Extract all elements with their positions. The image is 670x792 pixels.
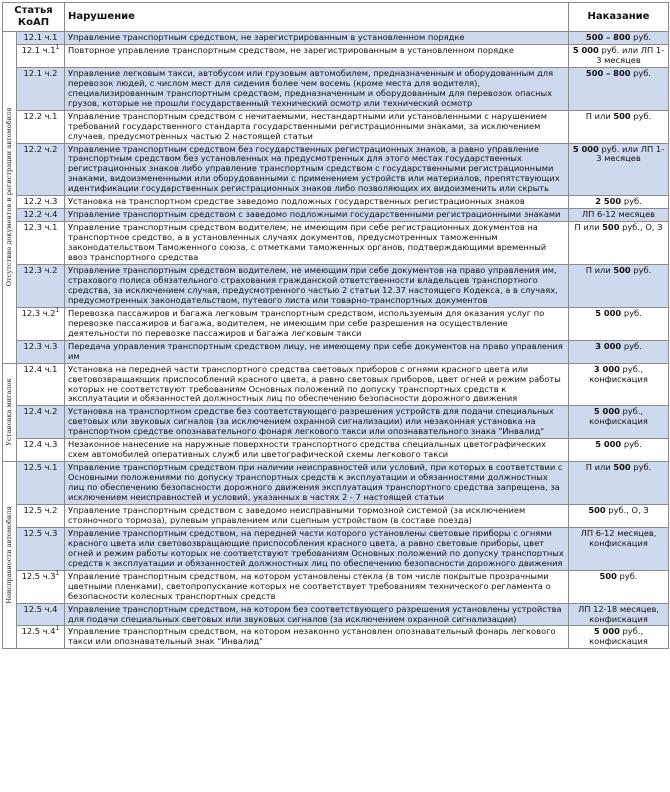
penalty-text: ЛП 6-12 месяцев, конфискация <box>580 527 657 548</box>
table-body <box>3 32 669 649</box>
table-row <box>3 110 669 143</box>
violation-cell: Перевозка пассажиров и багажа легковым транспортным средством, используемым для оказания услуг по перевозке пассажиров и багажа, водителем, не имеющим при себе разрешения на осуществление деятельности по перевозке пассажиров и багажа легковым такси <box>65 307 569 340</box>
article-number: 12.4 ч.2 <box>23 406 58 417</box>
table-row <box>3 32 669 45</box>
table-header-row <box>3 3 669 32</box>
penalty-amount: 2 500 <box>595 196 622 207</box>
table-row <box>3 363 669 406</box>
group-cell <box>3 363 17 462</box>
penalty-amount: 5 000 <box>572 44 599 55</box>
group-label: Отсутствие документов и регистрации автомобиля <box>4 107 13 287</box>
penalty-cell <box>569 196 669 209</box>
table-row <box>3 265 669 308</box>
table-row <box>3 67 669 110</box>
penalty-text: руб. <box>621 307 642 318</box>
violation-cell: Управление транспортным средством при наличии неисправностей или условий, при которых в соответствии с Основными положениями по допуску транспортных средств к эксплуатации и обязанностями должностных лиц по обеспечению безопасности дорожного движения эксплуатация транспортного средства запрещена, за исключением неисправностей и условий, указанных в частях 2 - 7 настоящей статьи <box>65 462 569 505</box>
penalty-cell <box>569 307 669 340</box>
violation-cell: Управление транспортным средством, на передней части которого установлены световые приборы с огнями красного цвета или световозвращающие приспособления красного цвета, а равно световые приборы, цвет огней и режим работы которых не соответствуют требованиям Основных положений по допуску транспортных средств к эксплуатации и обязанностей должностных лиц по обеспечению безопасности дорожного движения <box>65 527 569 570</box>
penalty-amount: 5 000 <box>593 406 620 417</box>
article-number: 12.4 ч.3 <box>23 439 58 450</box>
article-number: 12.1 ч.1 <box>21 44 56 55</box>
penalty-cell <box>569 32 669 45</box>
fines-table <box>2 2 669 649</box>
penalty-cell <box>569 406 669 439</box>
article-number: 12.3 ч.2 <box>21 307 56 318</box>
article-superscript: 1 <box>55 44 60 52</box>
article-number: 12.1 ч.2 <box>23 67 58 78</box>
penalty-cell <box>569 265 669 308</box>
table-row <box>3 626 669 649</box>
penalty-cell <box>569 527 669 570</box>
penalty-text: руб. или ЛП 1-3 месяцев <box>596 143 665 164</box>
table-row <box>3 44 669 67</box>
table-row <box>3 504 669 527</box>
article-cell <box>17 439 65 462</box>
penalty-amount: 3 000 <box>593 363 620 374</box>
violation-cell: Незаконное нанесение на наружные поверхности транспортного средства специальных цветографических схем автомобилей оперативных служб или цветографической схемы легкового такси <box>65 439 569 462</box>
penalty-amount: 500 <box>613 110 631 121</box>
article-cell <box>17 32 65 45</box>
article-cell <box>17 626 65 649</box>
violation-cell: Установка на транспортном средстве без соответствующего разрешения устройств для подачи специальных световых или звуковых сигналов (за исключением охранной сигнализации) или незаконная установка на транспортном средстве опознавательного фонаря легкового такси или опознавательного знака "Инвалид" <box>65 406 569 439</box>
article-cell <box>17 143 65 196</box>
article-number: 12.5 ч.3 <box>23 527 58 538</box>
penalty-cell <box>569 340 669 363</box>
table-row <box>3 570 669 603</box>
penalty-cell <box>569 143 669 196</box>
group-cell <box>3 462 17 649</box>
violation-cell: Управление транспортным средством с заведомо неисправными тормозной системой (за исключением стояночного тормоза), рулевым управлением или сцепным устройством (в составе поезда) <box>65 504 569 527</box>
table-row <box>3 462 669 505</box>
violation-cell: Управление транспортным средством водителем, не имеющим при себе регистрационных документов на транспортное средство, а в установленных случаях документов, предусмотренных таможенным законодательством Таможенного союза, с отметками таможенных органов, подтверждающими временный ввоз транспортного средства <box>65 222 569 265</box>
table-row <box>3 527 669 570</box>
article-cell <box>17 307 65 340</box>
penalty-cell <box>569 439 669 462</box>
article-number: 12.3 ч.3 <box>23 340 58 351</box>
article-cell <box>17 209 65 222</box>
table-row <box>3 143 669 196</box>
penalty-text: П <box>585 462 592 473</box>
violation-cell: Повторное управление транспортным средством, не зарегистрированным в установленном порядке <box>65 44 569 67</box>
article-cell <box>17 406 65 439</box>
penalty-text: руб. <box>630 462 652 473</box>
penalty-amount: 500 <box>613 265 631 276</box>
table-row <box>3 603 669 626</box>
article-number: 12.4 ч.1 <box>23 363 58 374</box>
header-article: Статья КоАП <box>3 3 65 32</box>
violation-cell: Управление транспортным средством с нечитаемыми, нестандартными или установленными с нарушением требований государственного стандарта государственными регистрационными знаками, за исключением случаев, предусмотренных частью 2 настоящей статьи <box>65 110 569 143</box>
penalty-amount: 3 000 <box>595 340 622 351</box>
violation-cell: Управление транспортным средством, не зарегистрированным в установленном порядке <box>65 32 569 45</box>
violation-cell: Управление транспортным средством, на котором незаконно установлен опознавательный фонарь легкового такси или опознавательный знак "Инвалид" <box>65 626 569 649</box>
penalty-cell <box>569 67 669 110</box>
penalty-text: руб. или ЛП 1-3 месяцев <box>596 44 665 65</box>
article-cell <box>17 504 65 527</box>
article-number: 12.2 ч.4 <box>23 209 58 220</box>
article-cell <box>17 265 65 308</box>
penalty-text: руб. <box>621 439 642 450</box>
penalty-text: руб. <box>616 570 638 581</box>
table-row <box>3 222 669 265</box>
article-number: 12.3 ч.2 <box>23 265 58 276</box>
article-cell <box>17 570 65 603</box>
penalty-cell <box>569 222 669 265</box>
penalty-amount: 5 000 <box>595 439 622 450</box>
penalty-text: руб. <box>630 110 652 121</box>
penalty-cell <box>569 44 669 67</box>
penalty-amount: 5 000 <box>595 307 622 318</box>
penalty-amount: 500 <box>588 504 606 515</box>
penalty-cell <box>569 626 669 649</box>
penalty-cell <box>569 603 669 626</box>
penalty-cell <box>569 110 669 143</box>
penalty-cell <box>569 570 669 603</box>
penalty-text: руб. <box>621 340 642 351</box>
penalty-text: или <box>591 462 614 473</box>
article-superscript: 1 <box>55 569 60 577</box>
penalty-text: руб. <box>621 196 642 207</box>
violation-cell: Передача управления транспортным средством лицу, не имеющему при себе документов на право управления им <box>65 340 569 363</box>
penalty-text: руб. <box>630 67 652 78</box>
violation-cell: Управление транспортным средством, на котором без соответствующего разрешения установлены устройства для подачи специальных световых или звуковых сигналов (за исключением охранной сигнализации) <box>65 603 569 626</box>
penalty-text: руб., конфискация <box>589 626 648 647</box>
header-penalty: Наказание <box>569 3 669 32</box>
penalty-text: П <box>585 110 592 121</box>
penalty-amount: 500 <box>599 570 617 581</box>
violation-cell: Управление легковым такси, автобусом или грузовым автомобилем, предназначенным и оборудованным для перевозок людей, с числом мест для сидения более чем восемь (кроме места для водителя), специализированным транспортным средством, предназначенным и оборудованным для перевозок опасных грузов, которые не прошли государственный технический осмотр или технический осмотр <box>65 67 569 110</box>
table-row <box>3 340 669 363</box>
penalty-text: руб. <box>630 32 652 42</box>
article-cell <box>17 340 65 363</box>
article-cell <box>17 363 65 406</box>
table-row <box>3 439 669 462</box>
article-number: 12.5 ч.3 <box>21 570 56 581</box>
article-superscript: 1 <box>55 307 60 315</box>
article-cell <box>17 222 65 265</box>
article-number: 12.1 ч.1 <box>23 32 58 42</box>
article-number: 12.5 ч.2 <box>23 504 58 515</box>
penalty-text: ЛП 6-12 месяцев <box>581 209 656 220</box>
penalty-text: или <box>591 110 614 121</box>
article-cell <box>17 196 65 209</box>
penalty-amount: 5 000 <box>572 143 599 154</box>
penalty-cell <box>569 462 669 505</box>
table-row <box>3 307 669 340</box>
penalty-amount: 500 – 800 <box>585 67 631 78</box>
article-number: 12.5 ч.4 <box>21 626 56 637</box>
article-number: 12.5 ч.1 <box>23 462 58 473</box>
penalty-text: руб., О, З <box>619 222 663 233</box>
penalty-amount: 500 <box>602 222 620 233</box>
article-number: 12.2 ч.2 <box>23 143 58 154</box>
violation-cell: Управление транспортным средством с заведомо подложными государственными регистрационными знаками <box>65 209 569 222</box>
penalty-text: П <box>574 222 581 233</box>
article-number: 12.5 ч.4 <box>23 603 58 614</box>
violation-cell: Установка на транспортном средстве заведомо подложных государственных регистрационных знаков <box>65 196 569 209</box>
table-row <box>3 196 669 209</box>
penalty-text: П <box>585 265 592 276</box>
penalty-text: руб., О, З <box>605 504 649 515</box>
penalty-text: или <box>591 265 614 276</box>
article-number: 12.2 ч.1 <box>23 110 58 121</box>
table-row <box>3 209 669 222</box>
group-label: Установка мигалок <box>4 378 13 447</box>
article-cell <box>17 67 65 110</box>
article-superscript: 1 <box>55 625 60 633</box>
article-cell <box>17 462 65 505</box>
penalty-text: руб. <box>630 265 652 276</box>
article-cell <box>17 110 65 143</box>
group-cell <box>3 32 17 364</box>
header-violation: Нарушение <box>65 3 569 32</box>
violation-cell: Управление транспортным средством без государственных регистрационных знаков, а равно управление транспортным средством без установленных на предусмотренных для этого местах государственных регистрационных знаков либо управление транспортным средством с государственными регистрационными знаками, видоизмененными или оборудованными с применением устройств или материалов, препятствующих идентификации государственных регистрационных знаков либо позволяющих их видоизменить или скрыть <box>65 143 569 196</box>
penalty-text: ЛП 12-18 месяцев, конфискация <box>577 603 660 624</box>
penalty-amount: 500 <box>613 462 631 473</box>
penalty-cell <box>569 363 669 406</box>
article-cell <box>17 527 65 570</box>
penalty-text: руб., конфискация <box>589 406 648 427</box>
article-number: 12.3 ч.1 <box>23 222 58 233</box>
article-number: 12.2 ч.3 <box>23 196 58 207</box>
table-row <box>3 406 669 439</box>
penalty-cell <box>569 209 669 222</box>
article-cell <box>17 44 65 67</box>
violation-cell: Управление транспортным средством, на котором установлены стекла (в том числе покрытые прозрачными цветными пленками), светопропускание которых не соответствует требованиям технического регламента о безопасности колесных транспортных средств <box>65 570 569 603</box>
violation-cell: Управление транспортным средством водителем, не имеющим при себе документов на право управления им, страхового полиса обязательного страхования гражданской ответственности владельцев транспортного средства, за исключением случая, предусмотренного частью 2 статьи 12.37 настоящего Кодекса, а в случаях, предусмотренных законодательством, путевого листа или товарно-транспортных документов <box>65 265 569 308</box>
penalty-amount: 500 – 800 <box>585 32 631 42</box>
penalty-cell <box>569 504 669 527</box>
group-label: Неисправности автомобиля <box>4 506 13 604</box>
penalty-text: или <box>580 222 603 233</box>
penalty-text: руб., конфискация <box>589 363 648 384</box>
penalty-amount: 5 000 <box>593 626 620 637</box>
article-cell <box>17 603 65 626</box>
violation-cell: Установка на передней части транспортного средства световых приборов с огнями красного цвета или световозвращающих приспособлений красного цвета, а равно световых приборов, цвет огней и режим работы которых не соответствуют требованиям Основных положений по допуску транспортных средств к эксплуатации и обязанностей должностных лиц по обеспечению безопасности дорожного движения <box>65 363 569 406</box>
